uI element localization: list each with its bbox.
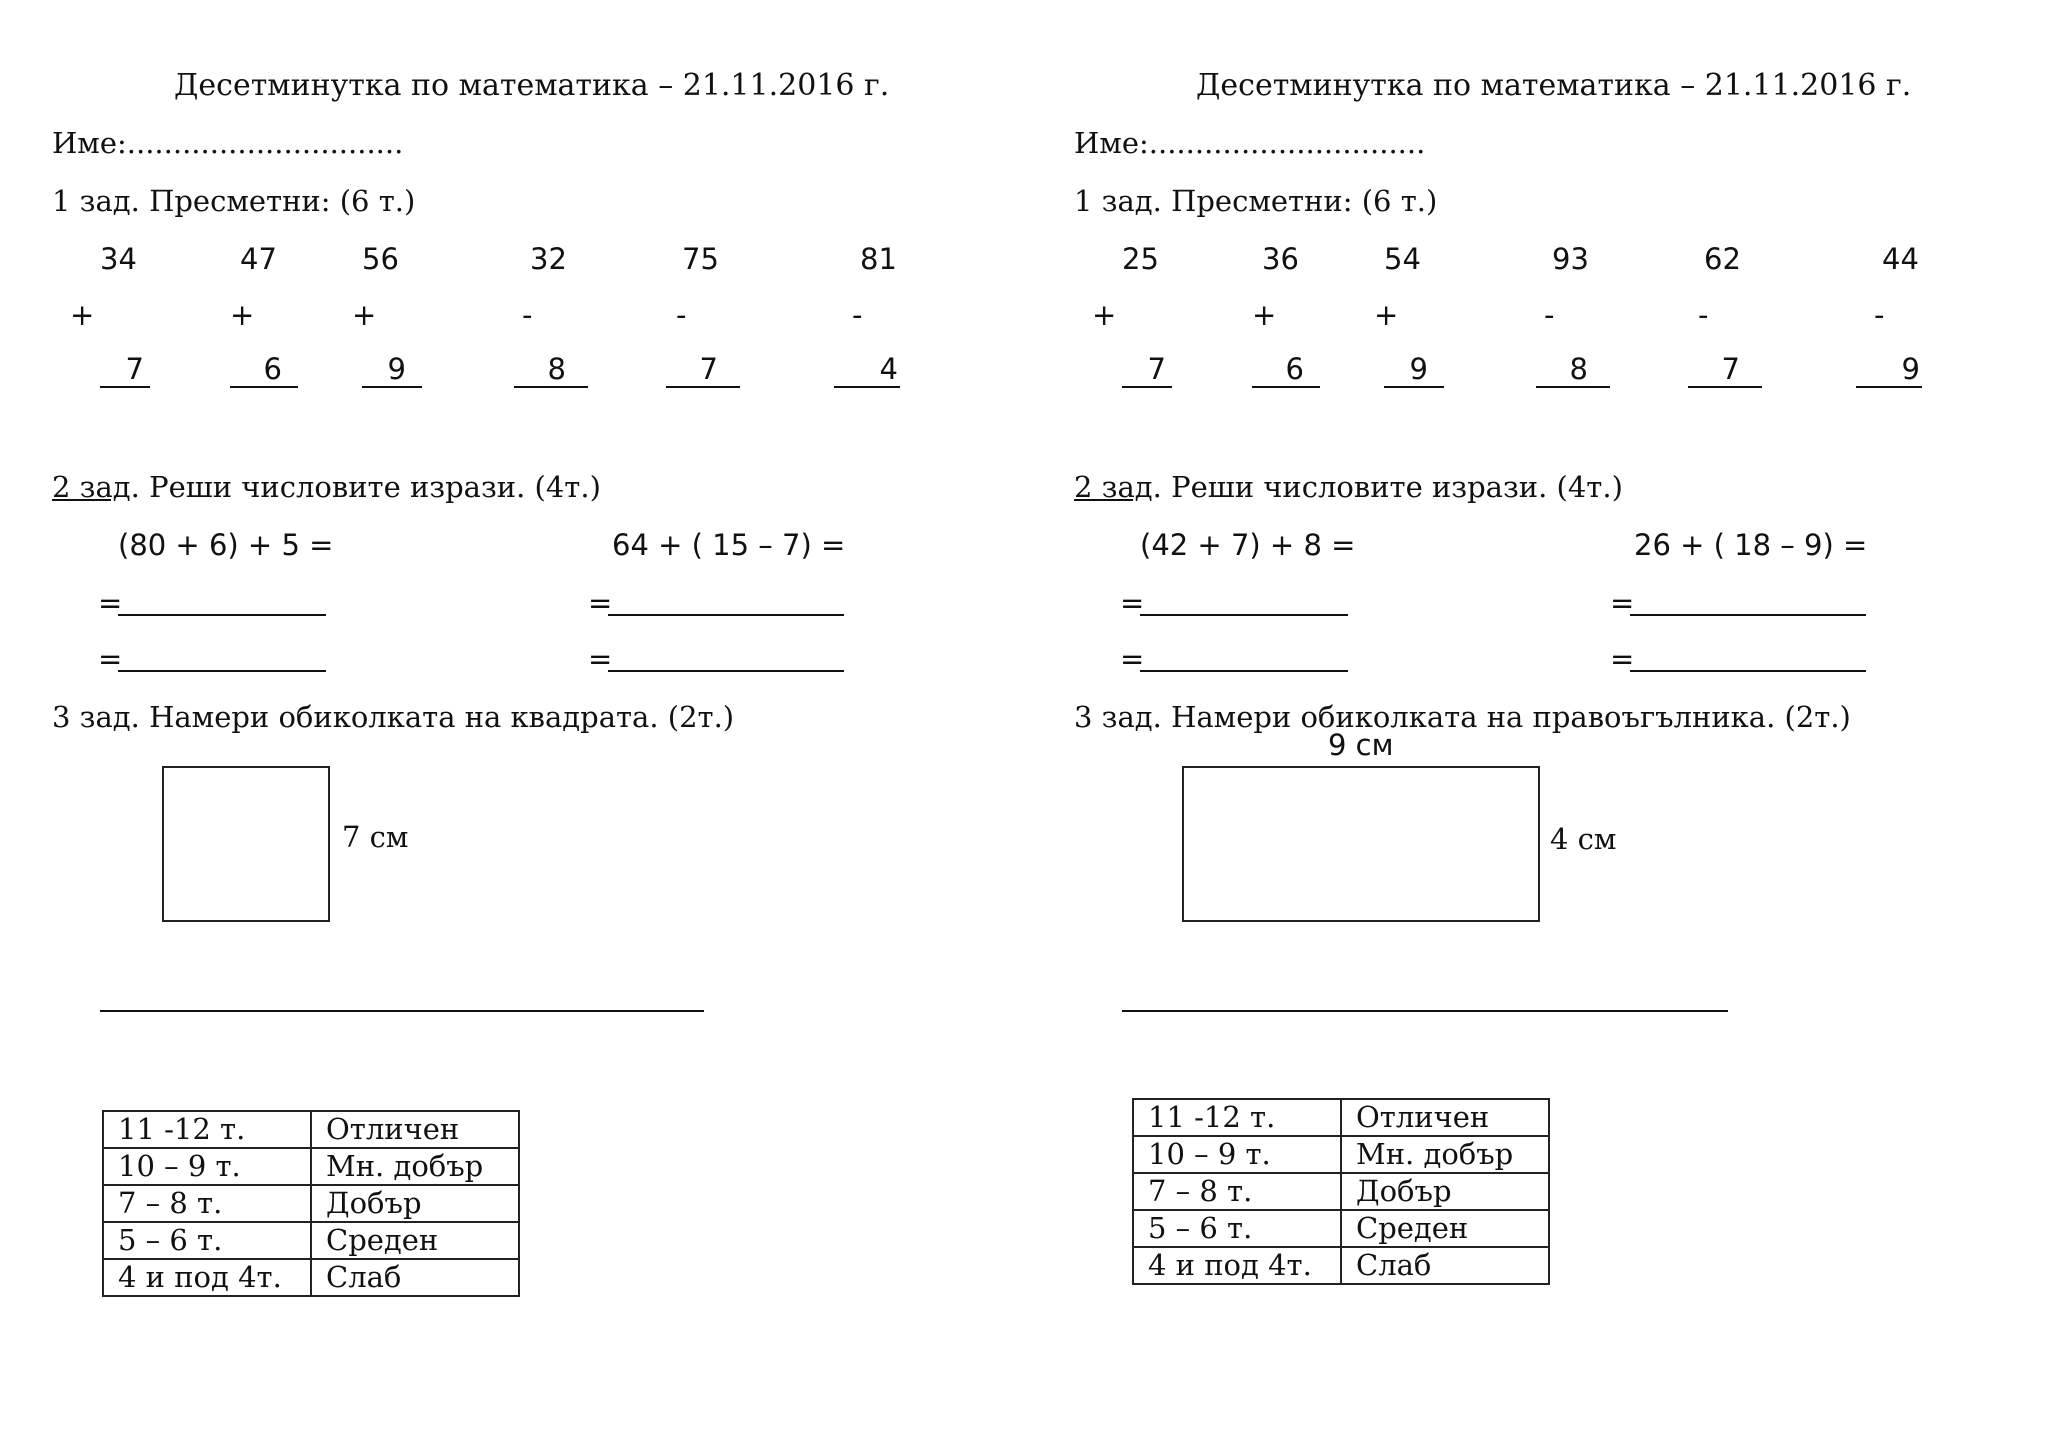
task1-heading: 1 зад. Пресметни: (6 т.) (52, 184, 416, 218)
rectangle-side-label: 4 см (1550, 822, 1617, 856)
problem-1-op: + (70, 298, 95, 332)
problem-4-op: - (1544, 298, 1555, 332)
answer-eq: = (1120, 642, 1145, 676)
expression-2: 26 + ( 18 – 9) = (1634, 528, 1868, 562)
problem-6-op: - (852, 298, 863, 332)
expression-1: (80 + 6) + 5 = (118, 528, 334, 562)
problem-1-bottom: 7 (1122, 352, 1172, 388)
answer-eq: = (1610, 642, 1635, 676)
table-row: 5 – 6 т. Среден (103, 1222, 519, 1259)
problem-3-bottom: 9 (362, 352, 422, 388)
answer-line[interactable] (118, 670, 326, 672)
task2-number: 2 зад (1074, 470, 1153, 504)
square-figure (162, 766, 330, 922)
problem-1-op: + (1092, 298, 1117, 332)
problem-1-top: 34 (100, 242, 137, 276)
task2-heading (1074, 470, 1623, 504)
answer-line[interactable] (1140, 670, 1348, 672)
problem-2-op: + (230, 298, 255, 332)
table-row: 4 и под 4т. Слаб (103, 1259, 519, 1296)
answer-eq: = (98, 586, 123, 620)
table-row: 11 -12 т. Отличен (1133, 1099, 1549, 1136)
problem-4-op: - (522, 298, 533, 332)
expression-2: 64 + ( 15 – 7) = (612, 528, 846, 562)
problem-5-op: - (1698, 298, 1709, 332)
task1-heading: 1 зад. Пресметни: (6 т.) (1074, 184, 1438, 218)
problem-4-top: 32 (530, 242, 567, 276)
problem-6-top: 44 (1882, 242, 1919, 276)
problem-2-op: + (1252, 298, 1277, 332)
problem-2-bottom: 6 (230, 352, 298, 388)
rectangle-figure (1182, 766, 1540, 922)
task2-text: . Реши числовите изрази. (4т.) (130, 470, 601, 504)
problem-6-bottom: 4 (834, 352, 900, 388)
name-field[interactable]: Име:.............................. (52, 126, 404, 160)
task3-heading: 3 зад. Намери обиколката на правоъгълника. (2т.) (1074, 700, 1851, 734)
problem-5-op: - (676, 298, 687, 332)
problem-6-op: - (1874, 298, 1885, 332)
table-row: 4 и под 4т. Слаб (1133, 1247, 1549, 1284)
problem-6-top: 81 (860, 242, 897, 276)
problem-1-bottom: 7 (100, 352, 150, 388)
table-row: 11 -12 т. Отличен (103, 1111, 519, 1148)
problem-5-top: 75 (682, 242, 719, 276)
problem-3-op: + (1374, 298, 1399, 332)
table-row: 5 – 6 т. Среден (1133, 1210, 1549, 1247)
answer-eq: = (1120, 586, 1145, 620)
task2-number: 2 зад (52, 470, 131, 504)
answer-eq: = (1610, 586, 1635, 620)
rectangle-top-label: 9 см (1328, 728, 1394, 762)
name-field[interactable]: Име:.............................. (1074, 126, 1426, 160)
answer-line[interactable] (1630, 614, 1866, 616)
table-row: 7 – 8 т. Добър (1133, 1173, 1549, 1210)
problem-3-op: + (352, 298, 377, 332)
problem-2-top: 47 (240, 242, 277, 276)
task2-heading (52, 470, 601, 504)
answer-eq: = (588, 586, 613, 620)
square-side-label: 7 см (342, 820, 409, 854)
grading-table (102, 1110, 520, 1297)
answer-line[interactable] (1122, 1010, 1728, 1012)
grading-table (1132, 1098, 1550, 1285)
expression-1: (42 + 7) + 8 = (1140, 528, 1356, 562)
problem-2-top: 36 (1262, 242, 1299, 276)
problem-2-bottom: 6 (1252, 352, 1320, 388)
problem-4-bottom: 8 (1536, 352, 1610, 388)
problem-5-top: 62 (1704, 242, 1741, 276)
worksheet-title: Десетминутка по математика – 21.11.2016 г. (1196, 68, 1912, 103)
worksheet-title: Десетминутка по математика – 21.11.2016 г. (174, 68, 890, 103)
answer-line[interactable] (100, 1010, 704, 1012)
answer-line[interactable] (1140, 614, 1348, 616)
problem-5-bottom: 7 (1688, 352, 1762, 388)
task2-text: . Реши числовите изрази. (4т.) (1152, 470, 1623, 504)
answer-line[interactable] (608, 670, 844, 672)
problem-3-bottom: 9 (1384, 352, 1444, 388)
problem-6-bottom: 9 (1856, 352, 1922, 388)
answer-line[interactable] (1630, 670, 1866, 672)
table-row: 10 – 9 т. Мн. добър (103, 1148, 519, 1185)
answer-line[interactable] (118, 614, 326, 616)
answer-eq: = (588, 642, 613, 676)
problem-3-top: 54 (1384, 242, 1421, 276)
problem-1-top: 25 (1122, 242, 1159, 276)
task3-heading: 3 зад. Намери обиколката на квадрата. (2т.) (52, 700, 735, 734)
answer-line[interactable] (608, 614, 844, 616)
answer-eq: = (98, 642, 123, 676)
table-row: 10 – 9 т. Мн. добър (1133, 1136, 1549, 1173)
problem-3-top: 56 (362, 242, 399, 276)
problem-4-top: 93 (1552, 242, 1589, 276)
problem-5-bottom: 7 (666, 352, 740, 388)
worksheet-right (1022, 0, 2046, 1448)
problem-4-bottom: 8 (514, 352, 588, 388)
table-row: 7 – 8 т. Добър (103, 1185, 519, 1222)
